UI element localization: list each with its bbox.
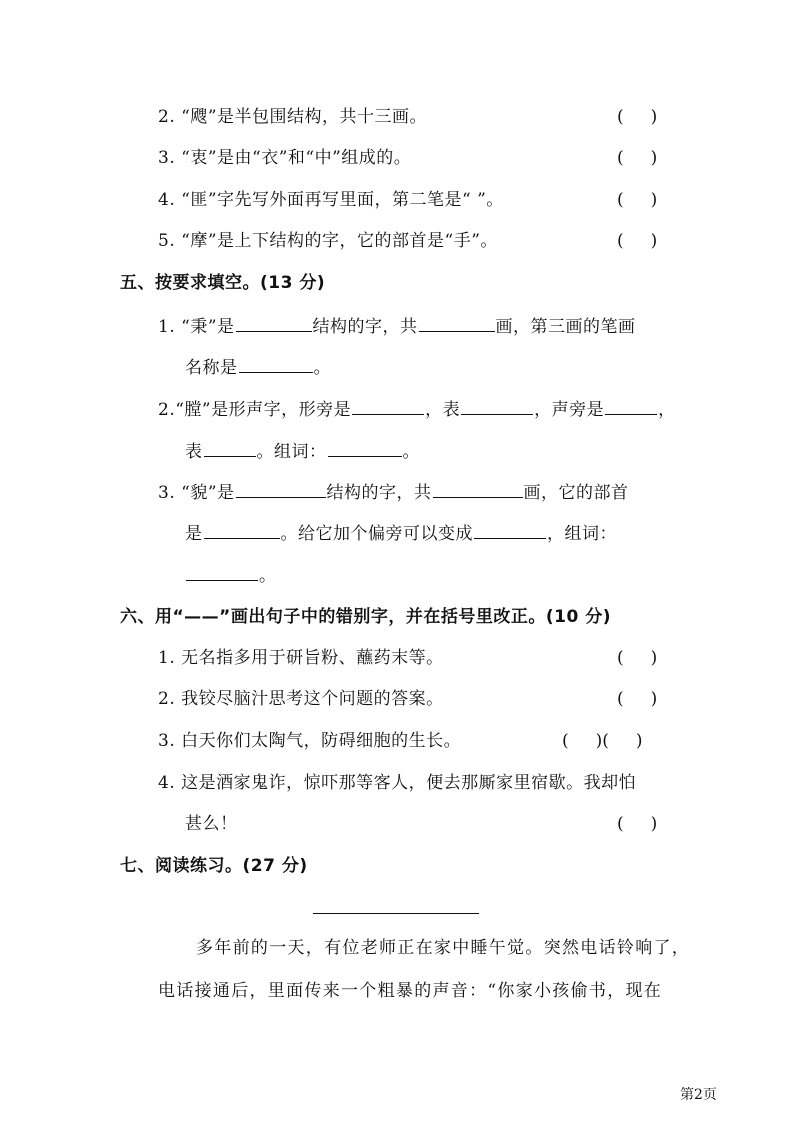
answer-paren-4-4[interactable]: ( ) xyxy=(617,190,658,210)
fill-5-3-line1 xyxy=(158,481,629,504)
correction-6-1: 1. 无名指多用于研旨粉、蘸药末等。 xyxy=(158,648,444,668)
passage-line-1: 多年前的一天，有位老师正在家中睡午觉。突然电话铃响了， xyxy=(196,938,691,958)
passage-title-blank[interactable] xyxy=(313,913,479,914)
answer-paren-6-3-double[interactable]: ( )( ) xyxy=(562,731,643,751)
answer-paren-6-2[interactable]: ( ) xyxy=(617,689,658,709)
question-4-2: 2. “飕”是半包围结构，共十三画。 xyxy=(158,107,428,127)
fill-5-3-line3 xyxy=(185,564,277,587)
fill-5-1-text-b: 结构的字，共 xyxy=(312,317,418,337)
question-4-4: 4. “匪”字先写外面再写里面，第二笔是“ ”。 xyxy=(158,190,504,210)
fill-5-3-line2 xyxy=(185,522,617,545)
section-6-heading: 六、用“——”画出句子中的错别字，并在括号里改正。(10 分) xyxy=(120,607,611,627)
passage-line-2: 电话接通后，里面传来一个粗暴的声音：“你家小孩偷书，现在 xyxy=(158,981,663,1001)
fill-5-3-text-c: 画，它的部首 xyxy=(523,483,629,503)
fill-5-3-text-d: 是 xyxy=(185,524,203,544)
fill-5-2-end: 。 xyxy=(402,442,420,462)
blank-5-3-new-char[interactable] xyxy=(474,522,546,539)
fill-5-3-text-a: 3. “貌”是 xyxy=(158,483,235,503)
blank-5-2-phonetic[interactable] xyxy=(605,398,657,415)
fill-5-1-text-d: 名称是 xyxy=(185,358,238,378)
fill-5-2-text-b: ，表 xyxy=(425,400,461,420)
blank-5-3-radical[interactable] xyxy=(204,522,280,539)
fill-5-3-text-f: ，组词： xyxy=(547,524,617,544)
fill-5-1-line1 xyxy=(158,315,636,338)
question-4-5: 5. “摩”是上下结构的字，它的部首是“手”。 xyxy=(158,231,498,251)
blank-5-3-word[interactable] xyxy=(186,564,258,581)
fill-5-1-line2 xyxy=(185,356,331,379)
answer-paren-6-1[interactable]: ( ) xyxy=(617,648,658,668)
answer-paren-4-3[interactable]: ( ) xyxy=(617,148,658,168)
question-4-3: 3. “衷”是由“衣”和“中”组成的。 xyxy=(158,148,412,168)
fill-5-1-text-c: 画，第三画的笔画 xyxy=(495,317,636,337)
fill-5-3-text-e: 。给它加个偏旁可以变成 xyxy=(280,524,473,544)
fill-5-2-text-d: ， xyxy=(658,400,676,420)
blank-5-1-stroke-name[interactable] xyxy=(239,356,313,373)
blank-5-2-radical[interactable] xyxy=(352,398,424,415)
answer-paren-4-5[interactable]: ( ) xyxy=(617,231,658,251)
fill-5-2-line1 xyxy=(158,398,676,421)
fill-5-2-text-e: 表 xyxy=(185,442,203,462)
correction-6-4-line1: 4. 这是酒家鬼诈，惊吓那等客人，便去那厮家里宿歇。我却怕 xyxy=(158,773,637,793)
correction-6-2: 2. 我铰尽脑汁思考这个问题的答案。 xyxy=(158,689,444,709)
blank-5-1-strokes[interactable] xyxy=(419,315,495,332)
blank-5-1-structure[interactable] xyxy=(236,315,312,332)
correction-6-3: 3. 白天你们太陶气，防碍细胞的生长。 xyxy=(158,731,462,751)
answer-paren-4-2[interactable]: ( ) xyxy=(617,107,658,127)
blank-5-3-structure[interactable] xyxy=(236,481,326,498)
fill-5-3-end: 。 xyxy=(259,566,277,586)
section-7-heading: 七、阅读练习。(27 分) xyxy=(120,856,308,876)
correction-6-4-line2: 甚么！ xyxy=(185,814,238,834)
blank-5-2-word[interactable] xyxy=(328,440,402,457)
fill-5-1-end: 。 xyxy=(313,358,331,378)
fill-5-1-text-a: 1. “秉”是 xyxy=(158,317,235,337)
fill-5-2-line2 xyxy=(185,440,420,463)
page-number: 第2页 xyxy=(680,1087,717,1103)
blank-5-2-sound[interactable] xyxy=(204,440,256,457)
fill-5-2-text-f: 。组词： xyxy=(256,442,327,462)
blank-5-3-strokes[interactable] xyxy=(433,481,523,498)
blank-5-2-meaning[interactable] xyxy=(461,398,533,415)
answer-paren-6-4[interactable]: ( ) xyxy=(617,814,658,834)
fill-5-3-text-b: 结构的字，共 xyxy=(326,483,432,503)
section-5-heading: 五、按要求填空。(13 分) xyxy=(120,273,326,293)
fill-5-2-text-c: ，声旁是 xyxy=(534,400,605,420)
fill-5-2-text-a: 2.“膛”是形声字，形旁是 xyxy=(158,400,352,420)
